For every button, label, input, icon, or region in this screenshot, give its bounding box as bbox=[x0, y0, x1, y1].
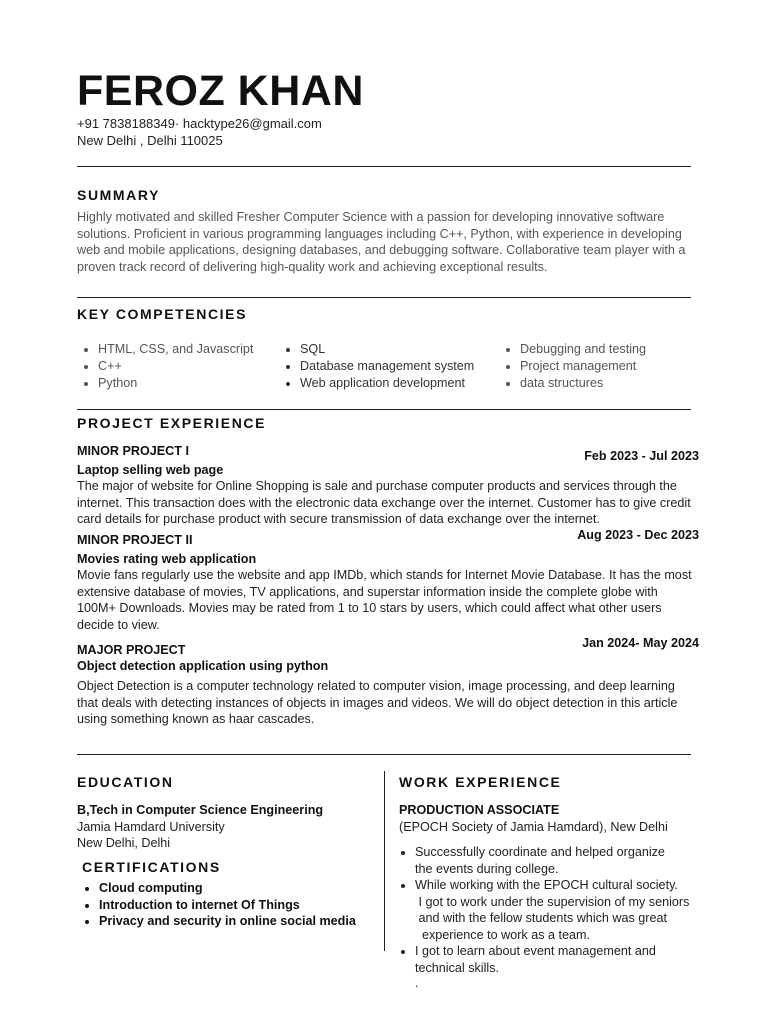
project-heading: MAJOR PROJECT bbox=[77, 643, 186, 657]
competencies-column-3 bbox=[499, 341, 646, 391]
project-description: Movie fans regularly use the website and app IMDb, which stands for Internet Movie Database. It has the most extensive database of movies, TV applications, and superstar information inside the complete globe with 100M+ Downloads. Movies may be rated from 1 to 10 stars by users, which could affect what other users decide to view. bbox=[77, 568, 692, 632]
summary-text: Highly motivated and skilled Fresher Computer Science with a passion for developing innovative software solutions. Proficient in various programming languages including C++, Python, with experience in developing web and mobile applications, designing databases, and debugging software. Collaborative team player with a proven track record of delivering high-quality work and achieving exceptional results. bbox=[77, 210, 686, 274]
work-bullet-line: I got to work under the supervision of my seniors bbox=[415, 894, 690, 909]
work-title: WORK EXPERIENCE bbox=[399, 774, 562, 790]
competency-item: • HTML, CSS, and Javascript bbox=[98, 341, 253, 358]
competency-item: • Project management bbox=[520, 358, 646, 375]
competencies-title: KEY COMPETENCIES bbox=[77, 306, 248, 322]
certification-item: • Privacy and security in online social media bbox=[99, 913, 356, 930]
divider bbox=[77, 297, 691, 298]
project-description: The major of website for Online Shopping is sale and purchase computer products and services through the internet. This transaction does with the electronic data exchange over the internet. Customer has to give credit card details for purchase product with secure transmission of data exchange over the internet. bbox=[77, 479, 691, 526]
work-trailing-dot: . bbox=[415, 976, 419, 990]
project-heading: MINOR PROJECT II bbox=[77, 533, 193, 547]
competency-item: • Debugging and testing bbox=[520, 341, 646, 358]
education-university: Jamia Hamdard University bbox=[77, 820, 225, 834]
work-bullet bbox=[415, 844, 715, 877]
work-bullet bbox=[415, 943, 715, 976]
work-bullet-line: • I got to learn about event management and bbox=[415, 944, 656, 958]
competency-item: • Web application development bbox=[300, 375, 474, 392]
divider bbox=[77, 409, 691, 410]
project-date: Aug 2023 - Dec 2023 bbox=[577, 528, 699, 542]
certification-item: • Introduction to internet Of Things bbox=[99, 897, 356, 914]
competency-item: • Database management system bbox=[300, 358, 474, 375]
certification-item: • Cloud computing bbox=[99, 880, 356, 897]
divider bbox=[77, 754, 691, 755]
work-bullet-line: the events during college. bbox=[415, 861, 559, 876]
work-bullet-line: • While working with the EPOCH cultural society. bbox=[415, 878, 678, 892]
project-heading: MINOR PROJECT I bbox=[77, 444, 189, 458]
contact-location: New Delhi , Delhi 110025 bbox=[77, 133, 223, 148]
project-subtitle: Movies rating web application bbox=[77, 552, 257, 566]
competencies-column-2 bbox=[279, 341, 474, 391]
competencies-column-1 bbox=[77, 341, 253, 391]
competency-item: • data structures bbox=[520, 375, 646, 392]
work-role: PRODUCTION ASSOCIATE bbox=[399, 803, 560, 817]
work-bullets bbox=[399, 844, 715, 976]
competency-item: • Python bbox=[98, 375, 253, 392]
work-bullet bbox=[415, 877, 715, 943]
education-title: EDUCATION bbox=[77, 774, 174, 790]
projects-title: PROJECT EXPERIENCE bbox=[77, 415, 267, 431]
divider bbox=[77, 166, 691, 167]
candidate-name: FEROZ KHAN bbox=[77, 67, 364, 115]
column-divider bbox=[384, 771, 385, 951]
competency-item: • C++ bbox=[98, 358, 253, 375]
project-date: Jan 2024- May 2024 bbox=[582, 636, 699, 650]
work-bullet-line: and with the fellow students which was great bbox=[415, 911, 668, 925]
education-location: New Delhi, Delhi bbox=[77, 836, 171, 850]
work-organization: (EPOCH Society of Jamia Hamdard), New Delhi bbox=[399, 820, 668, 834]
contact-phone-email: +91 7838188349· hacktype26@gmail.com bbox=[77, 116, 322, 131]
competency-item: • SQL bbox=[300, 341, 474, 358]
work-bullet-line: technical skills. bbox=[415, 960, 499, 975]
project-description: Object Detection is a computer technology related to computer vision, image processing, and deep learning that deals with detecting instances of objects in images and videos. We will do object detection in this article using something known as haar cascades. bbox=[77, 679, 678, 726]
contact-block bbox=[77, 115, 322, 149]
work-bullet-line: • Successfully coordinate and helped organize bbox=[415, 845, 665, 859]
project-subtitle: Object detection application using python bbox=[77, 659, 329, 673]
education-degree: B,Tech in Computer Science Engineering bbox=[77, 803, 324, 817]
summary-title: SUMMARY bbox=[77, 187, 161, 203]
project-date: Feb 2023 - Jul 2023 bbox=[584, 449, 699, 463]
certifications-list bbox=[77, 880, 356, 930]
project-subtitle: Laptop selling web page bbox=[77, 463, 224, 477]
work-bullet-line: experience to work as a team. bbox=[415, 927, 590, 942]
certifications-title: CERTIFICATIONS bbox=[82, 859, 221, 875]
